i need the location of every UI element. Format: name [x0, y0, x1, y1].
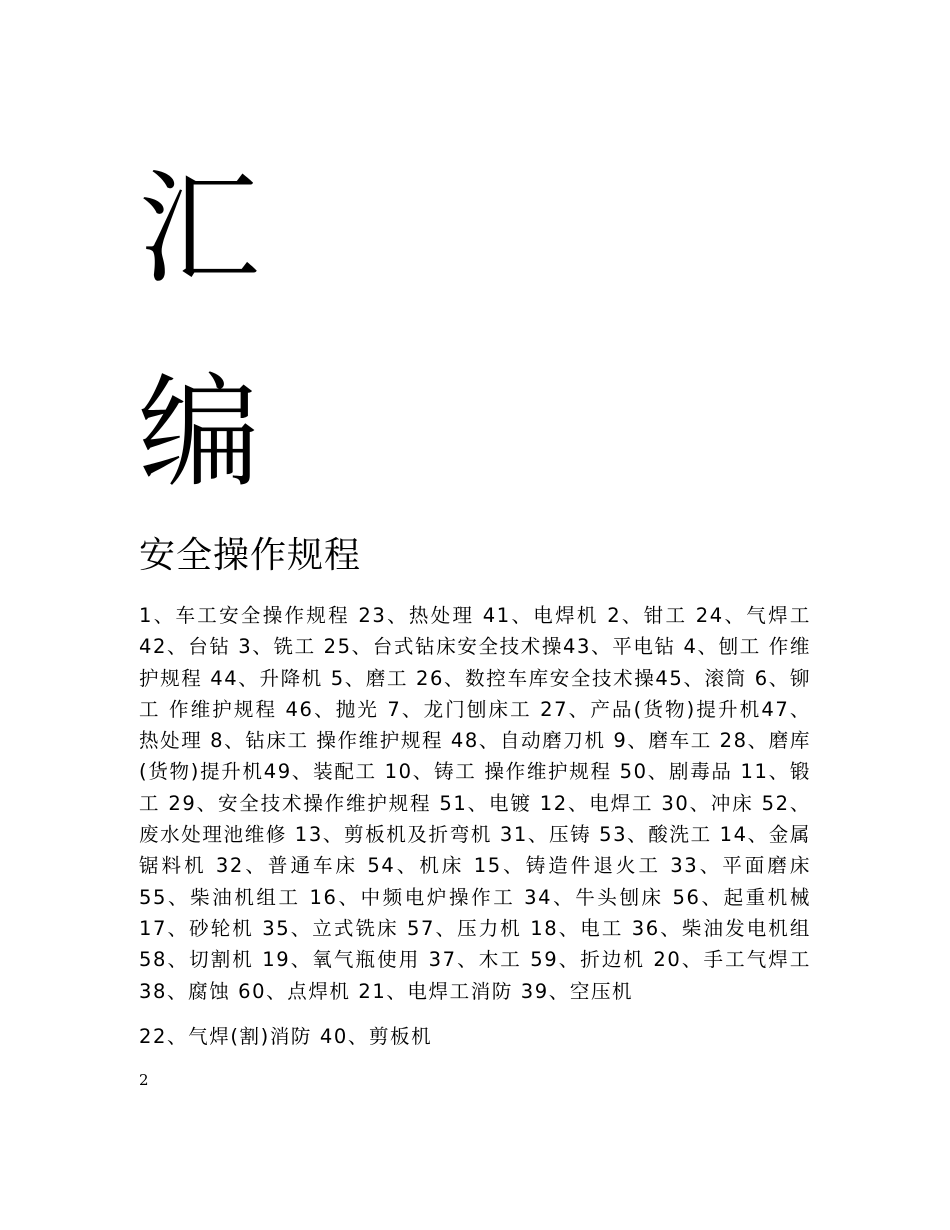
- section-heading: 安全操作规程: [139, 535, 362, 576]
- procedure-list-paragraph: 1、车工安全操作规程 23、热处理 41、电焊机 2、钳工 24、气焊工 42、台钻 3、铣工 25、台式钻床安全技术操43、平电钻 4、刨工 作维护规程 44、升降机 5、磨工 26、数控车库安全技术操45、滚筒 6、铆工 作维护规程 46、抛光 7、龙门刨床工 27、产品(货物)提升机47、热处理 8、钻床工 操作维护规程 48、自动磨刀机 9、磨车工 28、磨库(货物)提升机49、装配工 10、铸工 操作维护规程 50、剧毒品 11、锻工 29、安全技术操作维护规程 51、电镀 12、电焊工 30、冲床 52、废水处理池维修 13、剪板机及折弯机 31、压铸 53、酸洗工 14、金属锯料机 32、普通车床 54、机床 15、铸造件退火工 33、平面磨床 55、柴油机组工 16、中频电炉操作工 34、牛头刨床 56、起重机械 17、砂轮机 35、立式铣床 57、压力机 18、电工 36、柴油发电机组 58、切割机 19、氧气瓶使用 37、木工 59、折边机 20、手工气焊工 38、腐蚀 60、点焊机 21、电焊工消防 39、空压机: [139, 604, 811, 1003]
- page-number: 2: [139, 1071, 149, 1089]
- procedure-list-continuation: 22、气焊(割)消防 40、剪板机: [139, 1025, 433, 1048]
- title-char-bian: 编: [138, 362, 260, 504]
- title-char-hui: 汇: [138, 158, 260, 300]
